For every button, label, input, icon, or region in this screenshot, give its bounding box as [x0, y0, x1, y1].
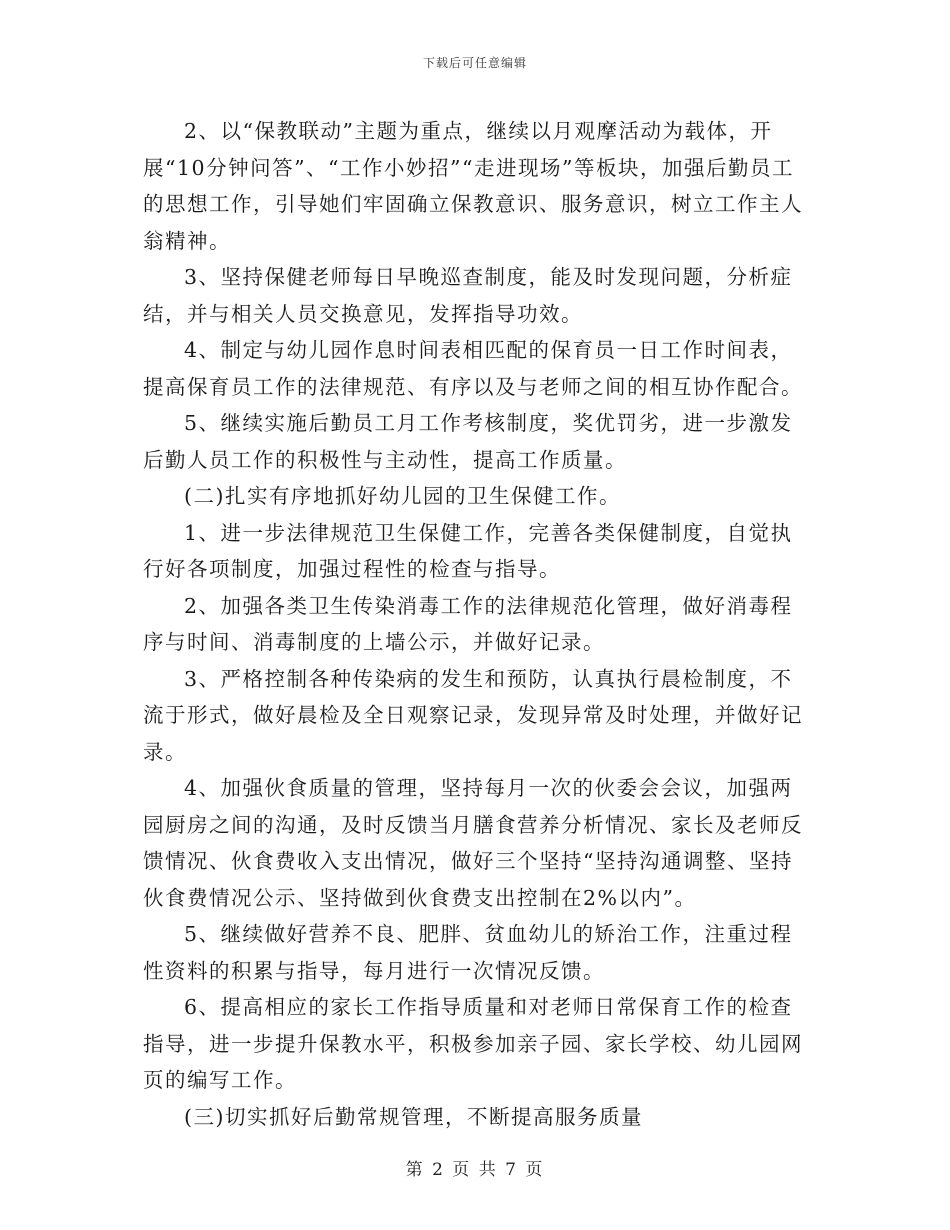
- paragraph: 4、制定与幼儿园作息时间表相匹配的保育员一日工作时间表，提高保育员工作的法律规范、有序以及与老师之间的相互协作配合。: [143, 338, 803, 399]
- paragraph: 4、加强伙食质量的管理，坚持每月一次的伙委会会议，加强两园厨房之间的沟通，及时反馈当月膳食营养分析情况、家长及老师反馈情况、伙食费收入支出情况，做好三个坚持“坚持沟通调整、坚持伙食费情况公示、坚持做到伙食费支出控制在2%以内”。: [143, 776, 803, 910]
- paragraph: 3、坚持保健老师每日早晚巡查制度，能及时发现问题，分析症结，并与相关人员交换意见，发挥指导功效。: [143, 265, 793, 326]
- paragraph: 5、继续实施后勤员工月工作考核制度，奖优罚劣，进一步激发后勤人员工作的积极性与主动性，提高工作质量。: [143, 411, 793, 472]
- paragraph: 5、继续做好营养不良、肥胖、贫血幼儿的矫治工作，注重过程性资料的积累与指导，每月进行一次情况反馈。: [143, 922, 793, 983]
- paragraph: 2、加强各类卫生传染消毒工作的法律规范化管理，做好消毒程序与时间、消毒制度的上墙公示，并做好记录。: [143, 593, 793, 654]
- paragraph: 1、进一步法律规范卫生保健工作，完善各类保健制度，自觉执行好各项制度，加强过程性的检查与指导。: [143, 520, 793, 581]
- paragraph: 6、提高相应的家长工作指导质量和对老师日常保育工作的检查指导，进一步提升保教水平，积极参加亲子园、家长学校、幼儿园网页的编写工作。: [143, 995, 803, 1092]
- section-heading: (三)切实抓好后勤常规管理，不断提高服务质量: [184, 1104, 643, 1129]
- page-header: 下载后可任意编辑: [422, 56, 527, 70]
- paragraph: 3、严格控制各种传染病的发生和预防，认真执行晨检制度，不流于形式，做好晨检及全日观察记录，发现异常及时处理，并做好记录。: [143, 666, 803, 764]
- body-text: [143, 113, 808, 1135]
- section-heading: (二)扎实有序地抓好幼儿园的卫生保健工作。: [184, 484, 621, 508]
- paragraph: 2、以“保教联动”主题为重点，继续以月观摩活动为载体，开展“10分钟问答”、“工作小妙招”“走进现场”等板块，加强后勤员工的思想工作，引导她们牢固确立保教意识、服务意识，树立工作主人翁精神。: [143, 119, 803, 253]
- page-number: 第 2 页 共 7 页: [405, 1160, 545, 1180]
